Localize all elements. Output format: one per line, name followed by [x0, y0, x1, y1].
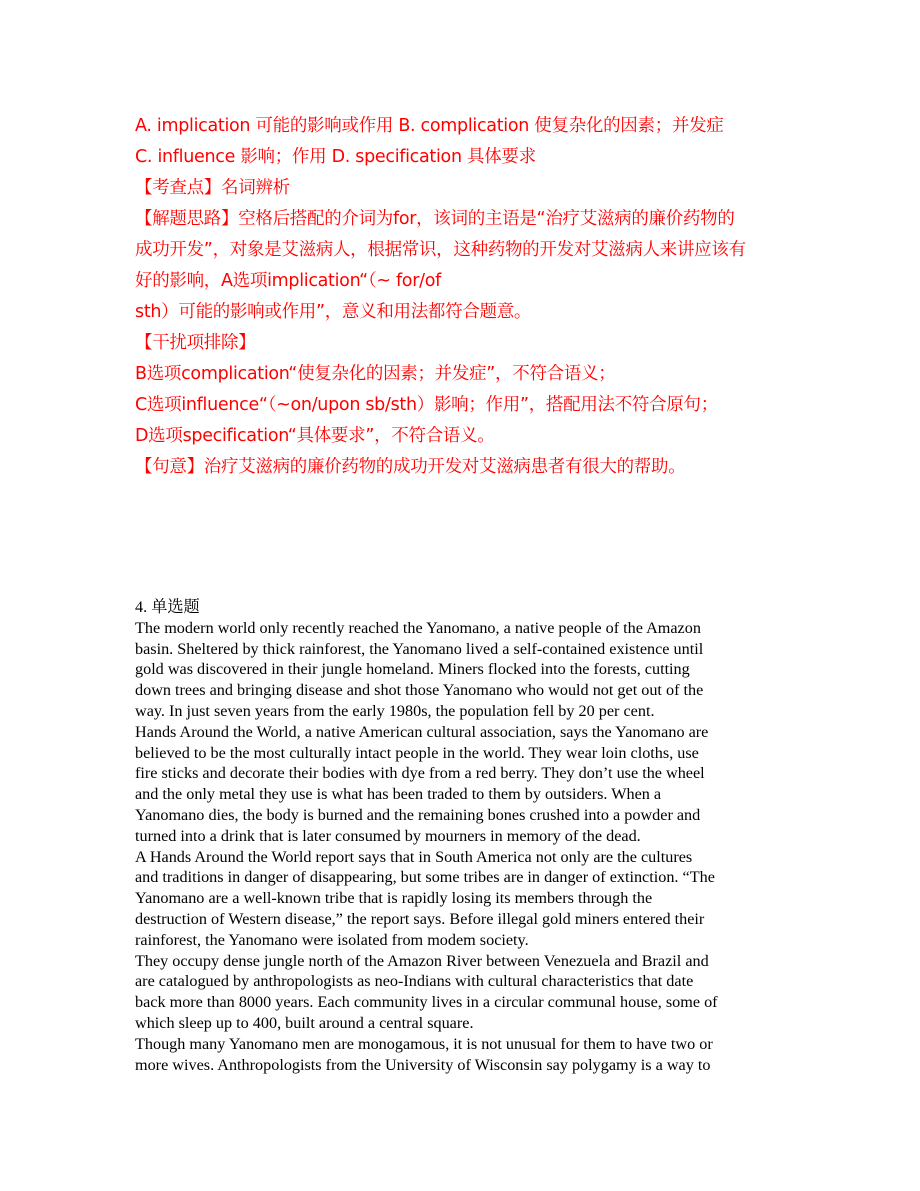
answer-line: C. influence 影响；作用 D. specification 具体要求 — [135, 147, 536, 167]
answer-line: 【解题思路】空格后搭配的介词为for，该词的主语是“治疗艾滋病的廉价药物的 — [135, 209, 735, 229]
passage-line: They occupy dense jungle north of the Amazon River between Venezuela and Brazil and — [135, 951, 709, 970]
question-title: 4. 单选题 — [135, 598, 200, 616]
answer-line: 【考查点】名词辨析 — [135, 178, 290, 198]
passage-line: gold was discovered in their jungle homeland. Miners flocked into the forests, cutting — [135, 660, 690, 679]
passage-line: more wives. Anthropologists from the University of Wisconsin say polygamy is a way to — [135, 1055, 711, 1074]
passage-line: and traditions in danger of disappearing, but some tribes are in danger of extinction. “The — [135, 868, 715, 887]
answer-explanation — [135, 111, 800, 483]
answer-line: C选项influence“（~on/upon sb/sth）影响；作用”，搭配用法不符合原句； — [135, 395, 718, 415]
passage-line: and the only metal they use is what has been traded to them by outsiders. When a — [135, 785, 662, 804]
answer-line: 【句意】治疗艾滋病的廉价药物的成功开发对艾滋病患者有很大的帮助。 — [135, 457, 686, 477]
passage-line: are catalogued by anthropologists as neo-Indians with cultural characteristics that date — [135, 972, 694, 991]
passage-line: basin. Sheltered by thick rainforest, the Yanomano lived a self-contained existence until — [135, 639, 704, 658]
question-passage — [135, 597, 795, 1075]
passage-line: which sleep up to 400, built around a central square. — [135, 1013, 474, 1032]
passage-line: The modern world only recently reached the Yanomano, a native people of the Amazon — [135, 618, 701, 637]
passage-line: Hands Around the World, a native American cultural association, says the Yanomano are — [135, 722, 709, 741]
answer-line: 【干扰项排除】 — [135, 333, 256, 353]
passage-line: down trees and bringing disease and shot those Yanomano who would not get out of the — [135, 681, 704, 700]
passage-line: A Hands Around the World report says that in South America not only are the cultures — [135, 847, 693, 866]
answer-line: D选项specification“具体要求”，不符合语义。 — [135, 426, 495, 446]
passage-line: way. In just seven years from the early 1980s, the population fell by 20 per cent. — [135, 701, 655, 720]
answer-line: 好的影响，A选项implication“（~ for/of — [135, 271, 441, 291]
passage-line: destruction of Western disease,” the report says. Before illegal gold miners entered their — [135, 909, 705, 928]
passage-line: back more than 8000 years. Each community lives in a circular communal house, some of — [135, 993, 718, 1012]
passage-line: rainforest, the Yanomano were isolated from modem society. — [135, 930, 529, 949]
answer-line: 成功开发”，对象是艾滋病人，根据常识，这种药物的开发对艾滋病人来讲应该有 — [135, 240, 746, 260]
passage-line: believed to be the most culturally intact people in the world. They wear loin cloths, use — [135, 743, 699, 762]
answer-line: sth）可能的影响或作用”，意义和用法都符合题意。 — [135, 302, 532, 322]
answer-line: A. implication 可能的影响或作用 B. complication 使复杂化的因素；并发症 — [135, 116, 724, 136]
passage-line: fire sticks and decorate their bodies with dye from a red berry. They don’t use the wheel — [135, 764, 705, 783]
answer-line: B选项complication“使复杂化的因素；并发症”，不符合语义； — [135, 364, 616, 384]
passage-line: Though many Yanomano men are monogamous, it is not unusual for them to have two or — [135, 1034, 713, 1053]
passage-line: Yanomano dies, the body is burned and the remaining bones crushed into a powder and — [135, 805, 701, 824]
passage-line: turned into a drink that is later consumed by mourners in memory of the dead. — [135, 826, 641, 845]
passage-line: Yanomano are a well-known tribe that is rapidly losing its members through the — [135, 889, 653, 908]
